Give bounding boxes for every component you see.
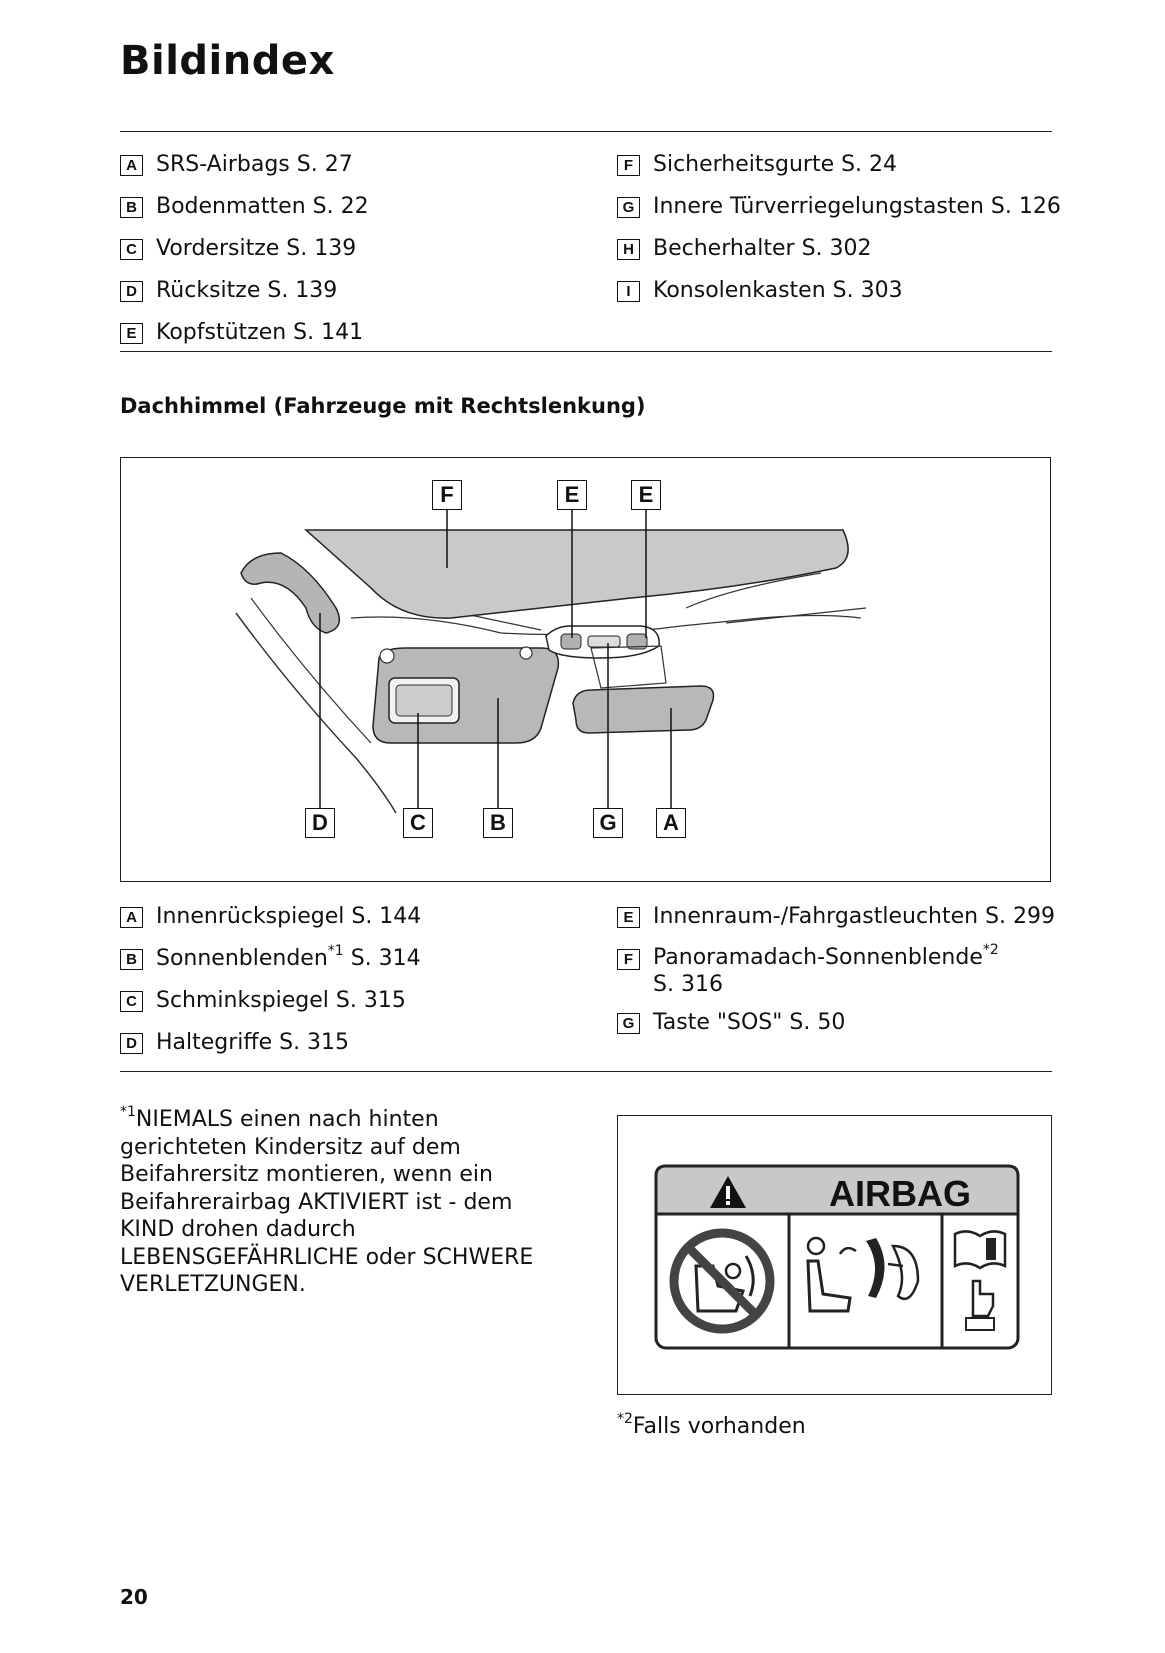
footnote-line: $^{*1}$NIEMALS einen nach hinten — [120, 1103, 439, 1132]
footnote-line: VERLETZUNGEN. — [120, 1272, 306, 1297]
airbag-warning-box — [617, 1115, 1052, 1395]
index-text-main: Sonnenblenden — [156, 946, 328, 971]
airbag-warning-label — [618, 1116, 1053, 1396]
footnote-marker: *2 — [982, 941, 999, 958]
page-title: Bildindex — [120, 38, 335, 84]
footnote-line: Beifahrerairbag AKTIVIERT ist - dem — [120, 1189, 513, 1215]
figure-label-f: F — [432, 480, 462, 510]
key-badge: E — [120, 323, 143, 344]
figure-label-a: A — [656, 808, 686, 838]
ceiling-index-right — [617, 902, 1055, 1050]
key-badge: I — [617, 281, 640, 302]
index-item — [120, 986, 421, 1028]
index-item — [617, 276, 1061, 318]
ceiling-index-left — [120, 902, 421, 1070]
index-text: Becherhalter S. 302 — [653, 236, 872, 261]
footnote-marker: *2 — [617, 1410, 633, 1427]
index-text: Taste "SOS" S. 50 — [653, 1010, 846, 1035]
index-text: Rücksitze S. 139 — [156, 278, 338, 303]
figure-label-b: B — [483, 808, 513, 838]
index-item — [120, 276, 369, 318]
footnote-1 — [120, 1103, 560, 1299]
key-badge: D — [120, 1033, 143, 1054]
index-item — [120, 944, 421, 986]
index-item — [120, 234, 369, 276]
index-text: SRS-Airbags S. 27 — [156, 152, 353, 177]
footnote-marker: *1 — [120, 1103, 136, 1120]
key-badge: A — [120, 155, 143, 176]
index-item — [617, 941, 1055, 1008]
index-text: Konsolenkasten S. 303 — [653, 278, 903, 303]
key-badge: F — [617, 155, 640, 176]
top-index-right — [617, 150, 1061, 318]
index-item — [617, 902, 1055, 944]
index-item — [617, 234, 1061, 276]
key-badge: B — [120, 197, 143, 218]
section-title: Dachhimmel (Fahrzeuge mit Rechtslenkung) — [120, 394, 646, 418]
key-badge: D — [120, 281, 143, 302]
index-text-page: S. 314 — [343, 946, 421, 971]
key-badge: G — [617, 197, 640, 218]
key-badge: C — [120, 239, 143, 260]
index-item — [120, 192, 369, 234]
index-item — [120, 150, 369, 192]
index-text: Innere Türverriegelungstasten S. 126 — [653, 194, 1061, 219]
index-item — [617, 192, 1061, 234]
index-text-main: Panoramadach-Sonnenblende — [653, 945, 983, 970]
figure-label-d: D — [305, 808, 335, 838]
index-text: Schminkspiegel S. 315 — [156, 988, 406, 1013]
ceiling-figure — [120, 457, 1051, 882]
index-item — [120, 318, 369, 360]
divider — [120, 351, 1052, 352]
index-text: Haltegriffe S. 315 — [156, 1030, 350, 1055]
footnote-line: Beifahrersitz montieren, wenn ein — [120, 1162, 493, 1187]
footnote-line: LEBENSGEFÄHRLICHE oder SCHWERE — [120, 1244, 534, 1270]
divider — [120, 1071, 1052, 1072]
key-badge: H — [617, 239, 640, 260]
footnote-line: gerichteten Kindersitz auf dem — [120, 1134, 461, 1160]
key-badge: B — [120, 949, 143, 970]
top-index-left — [120, 150, 369, 360]
index-text — [156, 944, 421, 974]
index-text — [653, 941, 999, 998]
figure-label-c: C — [403, 808, 433, 838]
index-text: Sicherheitsgurte S. 24 — [653, 152, 898, 177]
index-text-page: S. 316 — [653, 972, 723, 997]
key-badge: C — [120, 991, 143, 1012]
index-item — [617, 150, 1061, 192]
index-item — [617, 1008, 1055, 1050]
index-text: Vordersitze S. 139 — [156, 236, 357, 261]
figure-label-e: E — [631, 480, 661, 510]
key-badge: A — [120, 907, 143, 928]
figure-label-e: E — [557, 480, 587, 510]
no-rear-facing-child-seat-icon — [674, 1233, 770, 1329]
ceiling-illustration — [121, 458, 1052, 883]
footnote-2 — [617, 1410, 806, 1439]
top-divider — [120, 131, 1052, 132]
index-text: Innenrückspiegel S. 144 — [156, 904, 422, 929]
page-number: 20 — [120, 1585, 148, 1609]
footnote-line: KIND drohen dadurch — [120, 1217, 356, 1242]
index-text: Innenraum-/Fahrgastleuchten S. 299 — [653, 904, 1056, 929]
figure-label-g: G — [593, 808, 623, 838]
index-text: Bodenmatten S. 22 — [156, 194, 369, 219]
index-text: Kopfstützen S. 141 — [156, 320, 364, 345]
index-item — [120, 902, 421, 944]
key-badge: G — [617, 1013, 640, 1034]
index-item — [120, 1028, 421, 1070]
footnote-marker: *1 — [327, 942, 344, 959]
key-badge: F — [617, 949, 640, 970]
key-badge: E — [617, 907, 640, 928]
airbag-label-title: AIRBAG — [829, 1173, 971, 1214]
footnote-2-text: Falls vorhanden — [632, 1414, 806, 1439]
